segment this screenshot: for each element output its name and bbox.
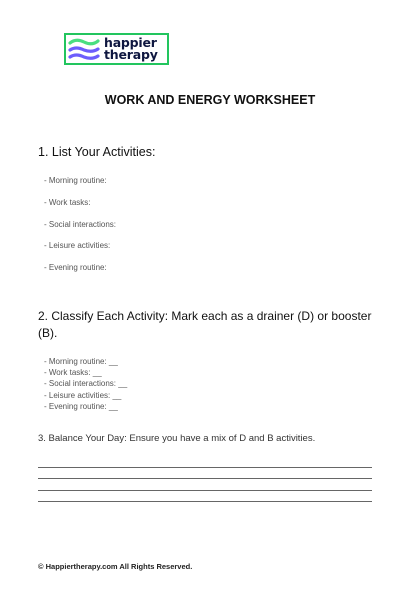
classification-item: - Morning routine: __ (44, 357, 118, 366)
activity-item: - Evening routine: (44, 263, 107, 272)
logo-waves-icon (68, 37, 100, 61)
answer-line (38, 467, 372, 468)
copyright-footer: © Happiertherapy.com All Rights Reserved. (38, 562, 193, 571)
answer-line (38, 490, 372, 491)
activity-item: - Social interactions: (44, 220, 117, 229)
activity-item: - Leisure activities: (44, 241, 111, 250)
section-3-heading: 3. Balance Your Day: Ensure you have a mix of D and B activities. (38, 433, 316, 444)
section-2-heading: 2. Classify Each Activity: Mark each as a drainer (D) or booster (B). (38, 309, 372, 340)
classification-item: - Evening routine: __ (44, 401, 118, 411)
classification-item: - Social interactions: __ (44, 379, 128, 389)
activity-item: - Morning routine: (44, 176, 107, 185)
logo-text (104, 37, 158, 61)
logo-line-1: happier (104, 35, 157, 50)
page-title: WORK AND ENERGY WORKSHEET (104, 93, 316, 107)
answer-line (38, 478, 372, 479)
classification-item: - Work tasks: __ (44, 368, 102, 378)
classification-list (44, 356, 127, 412)
happier-therapy-logo (64, 33, 169, 65)
classification-item: - Leisure activities: __ (44, 390, 122, 400)
section-1-heading: 1. List Your Activities: (38, 145, 156, 159)
activity-item: - Work tasks: (44, 198, 91, 207)
answer-line (38, 501, 372, 502)
logo-line-2: therapy (104, 47, 158, 62)
